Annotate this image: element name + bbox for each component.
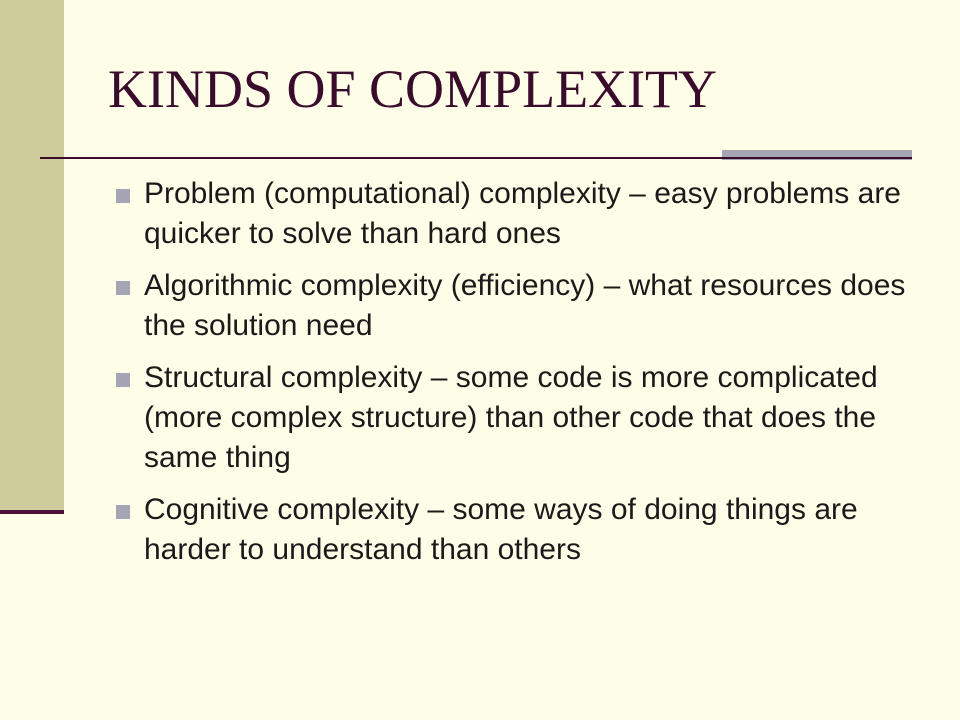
bullet-item — [116, 266, 906, 346]
sidebar-underline — [0, 510, 64, 514]
slide-title: KINDS OF COMPLEXITY — [108, 59, 718, 119]
square-bullet-icon — [116, 373, 130, 387]
bullet-text: Algorithmic complexity (efficiency) – what resources does the solution need — [144, 269, 906, 342]
sidebar-decoration — [0, 0, 64, 512]
bullet-list — [116, 174, 906, 582]
bullet-text: Problem (computational) complexity – easy problems are quicker to solve than hard ones — [144, 177, 901, 250]
bullet-text: Structural complexity – some code is more complicated (more complex structure) than other code that does the same thing — [144, 361, 878, 474]
square-bullet-icon — [116, 281, 130, 295]
bullet-text: Cognitive complexity – some ways of doing things are harder to understand than others — [144, 493, 858, 566]
square-bullet-icon — [116, 505, 130, 519]
bullet-item — [116, 490, 906, 570]
bullet-item — [116, 358, 906, 478]
bullet-item — [116, 174, 906, 254]
square-bullet-icon — [116, 189, 130, 203]
title-divider — [40, 157, 912, 159]
